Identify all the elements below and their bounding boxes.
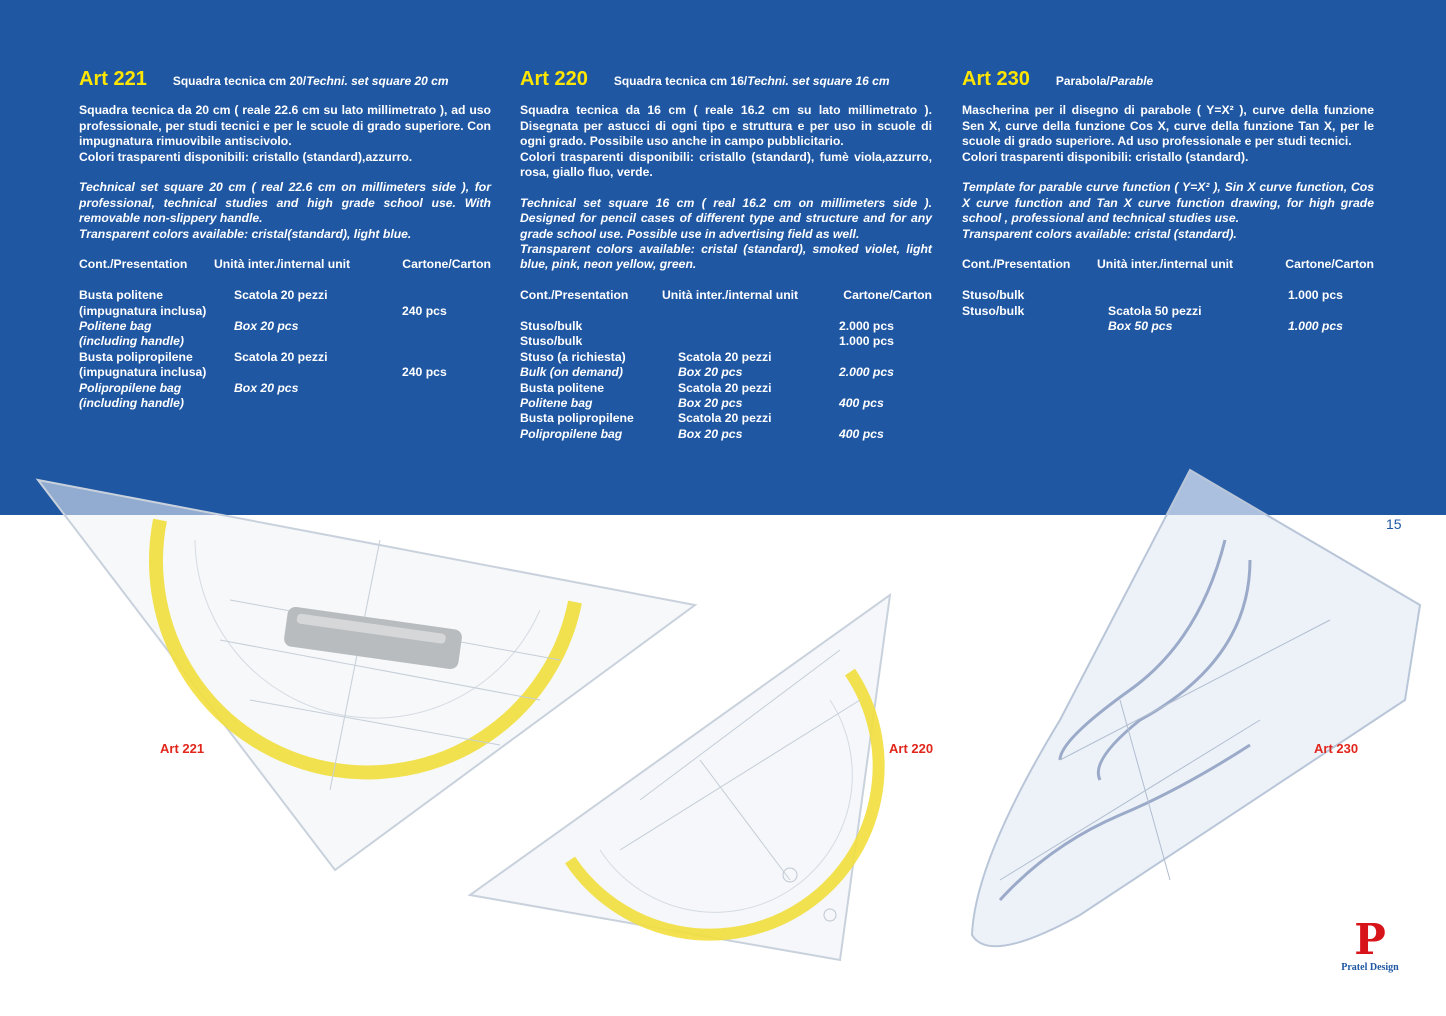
description-it xyxy=(520,103,932,180)
cell-internal-unit: Scatola 20 pezzi xyxy=(234,288,328,303)
table-row xyxy=(79,288,491,303)
cell-presentation: (impugnatura inclusa) xyxy=(79,365,207,380)
cell-internal-unit: Scatola 20 pezzi xyxy=(678,411,772,426)
table-header xyxy=(79,257,491,272)
desc-it-text: Squadra tecnica da 20 cm ( reale 22.6 cm su lato millimetrato ), ad uso professionale, per studi tecnici e per le scuole di grado superiore. Con impugnatura rimuovibile antiscivolo. xyxy=(79,103,491,149)
header-carton: Cartone/Carton xyxy=(402,257,491,272)
cell-presentation: Busta polipropilene xyxy=(79,349,193,364)
subtitle-en: Techni. set square 16 cm xyxy=(747,74,890,88)
cell-presentation: (including handle) xyxy=(79,396,184,411)
subtitle-en: Parable xyxy=(1109,74,1154,88)
subtitle-it: Squadra tecnica cm 20/ xyxy=(172,74,307,88)
product-header xyxy=(962,68,1374,90)
desc-en-text: Technical set square 16 cm ( real 16.2 cm on millimeters side ). Designed for pencil cases of different type and structure and for any grade school use. Possible use in advertising field as well. xyxy=(520,195,932,241)
cell-internal-unit: Scatola 20 pezzi xyxy=(678,349,772,364)
brand-logo xyxy=(1332,915,1408,973)
cell-internal-unit xyxy=(1108,288,1288,303)
description-en xyxy=(520,196,932,273)
colors-it-text: Colori trasparenti disponibili: cristallo (standard),azzurro. xyxy=(79,149,413,164)
cell-internal-unit: Box 20 pcs xyxy=(234,319,299,334)
subtitle-it: Parabola/ xyxy=(1055,74,1110,88)
cell-carton: 240 pcs xyxy=(402,303,447,318)
product-code: Art 230 xyxy=(962,68,1030,90)
product-column-art230 xyxy=(962,68,1374,334)
table-row xyxy=(962,319,1374,334)
table-row xyxy=(79,350,491,365)
cell-presentation: (including handle) xyxy=(79,334,184,349)
cell-internal-unit: Box 20 pcs xyxy=(678,365,743,380)
packaging-table xyxy=(962,288,1374,334)
desc-it-text: Mascherina per il disegno di parabole ( Y=X² ), curve della funzione Sen X, curve della funzione Cos X, curve della funzione Tan X, per le scuole di grado superiore. Ad uso professionale e per studi tecnici. xyxy=(962,103,1374,149)
cell-presentation: Politene bag xyxy=(520,396,593,411)
cell-presentation: Bulk (on demand) xyxy=(520,365,623,380)
product-header xyxy=(520,68,932,90)
product-column-art221 xyxy=(79,68,491,411)
subtitle-en: Techni. set square 20 cm xyxy=(306,74,449,88)
table-row xyxy=(520,381,932,396)
cell-internal-unit: Scatola 50 pezzi xyxy=(1108,303,1202,318)
logo-name: Pratel Design xyxy=(1341,962,1399,973)
cell-internal-unit xyxy=(234,396,402,411)
table-row xyxy=(962,304,1374,319)
cell-internal-unit: Box 20 pcs xyxy=(678,426,743,441)
cell-carton: 400 pcs xyxy=(839,396,884,411)
cell-carton: 1.000 pcs xyxy=(1288,319,1343,334)
cell-presentation: Stuso/bulk xyxy=(962,288,1025,303)
cell-presentation: Stuso (a richiesta) xyxy=(520,349,626,364)
table-row xyxy=(962,288,1374,303)
table-row xyxy=(520,334,932,349)
cell-presentation: Polipropilene bag xyxy=(520,426,623,441)
cell-internal-unit xyxy=(678,334,839,349)
label-art221: Art 221 xyxy=(160,741,205,756)
header-presentation: Cont./Presentation xyxy=(962,257,1071,272)
table-row xyxy=(520,365,932,380)
table-row xyxy=(79,319,491,334)
header-internal-unit: Unità inter./internal unit xyxy=(1097,257,1234,272)
cell-presentation: Stuso/bulk xyxy=(520,334,583,349)
table-row xyxy=(79,396,491,411)
cell-presentation xyxy=(962,319,1108,334)
table-header xyxy=(962,257,1374,272)
product-subtitle xyxy=(614,74,890,89)
cell-internal-unit xyxy=(234,334,402,349)
cell-internal-unit: Box 20 pcs xyxy=(678,396,743,411)
description-en xyxy=(962,180,1374,242)
table-row xyxy=(520,319,932,334)
cell-internal-unit xyxy=(234,304,402,319)
colors-en-text: Transparent colors available: cristal (standard). xyxy=(962,226,1237,241)
cell-internal-unit: Box 20 pcs xyxy=(234,380,299,395)
cell-presentation: Busta politene xyxy=(79,288,163,303)
cell-internal-unit: Box 50 pcs xyxy=(1108,319,1173,334)
header-presentation: Cont./Presentation xyxy=(79,257,188,272)
desc-en-text: Template for parable curve function ( Y=X² ), Sin X curve function, Cos X curve function and Tan X curve function drawing, for high grade school , professional and technical studies use. xyxy=(962,180,1374,226)
desc-en-text: Technical set square 20 cm ( real 22.6 cm on millimeters side ), for professional, technical studies and high grade school use. With removable non-slippery handle. xyxy=(79,180,491,226)
cell-internal-unit: Scatola 20 pezzi xyxy=(234,349,328,364)
header-carton: Cartone/Carton xyxy=(1285,257,1374,272)
table-row xyxy=(520,396,932,411)
cell-carton: 1.000 pcs xyxy=(839,334,894,349)
label-art230: Art 230 xyxy=(1314,741,1359,756)
cell-presentation: Busta polipropilene xyxy=(520,411,634,426)
cell-presentation: Busta politene xyxy=(520,380,604,395)
subtitle-it: Squadra tecnica cm 16/ xyxy=(613,74,748,88)
packaging-table xyxy=(520,319,932,442)
cell-presentation: (impugnatura inclusa) xyxy=(79,303,207,318)
page-number: 15 xyxy=(1386,516,1402,532)
cell-carton: 2.000 pcs xyxy=(839,365,894,380)
cell-carton: 400 pcs xyxy=(839,426,884,441)
packaging-table xyxy=(79,288,491,411)
header-internal-unit: Unità inter./internal unit xyxy=(662,288,799,303)
table-row xyxy=(79,365,491,380)
cell-carton: 1.000 pcs xyxy=(1288,288,1343,303)
table-row xyxy=(79,334,491,349)
cell-presentation: Polipropilene bag xyxy=(79,380,182,395)
colors-en-text: Transparent colors available: cristal (standard), smoked violet, light blue, pink, neon yellow, green. xyxy=(520,242,932,272)
description-it xyxy=(79,103,491,165)
table-row xyxy=(79,304,491,319)
cell-presentation: Stuso/bulk xyxy=(962,303,1025,318)
description-en xyxy=(79,180,491,242)
table-row xyxy=(520,427,932,442)
label-art220: Art 220 xyxy=(889,741,934,756)
header-internal-unit: Unità inter./internal unit xyxy=(214,257,351,272)
parabola-template-230-image xyxy=(972,470,1420,946)
header-presentation: Cont./Presentation xyxy=(520,288,629,303)
colors-it-text: Colori trasparenti disponibili: cristallo (standard), fumè viola,azzurro, rosa, giallo fluo, verde. xyxy=(520,149,932,180)
product-header xyxy=(79,68,491,90)
cell-carton: 240 pcs xyxy=(402,365,447,380)
table-header xyxy=(520,288,932,303)
product-subtitle xyxy=(173,74,449,89)
cell-internal-unit xyxy=(234,365,402,380)
product-subtitle xyxy=(1056,74,1153,89)
table-row xyxy=(520,411,932,426)
colors-it-text: Colori trasparenti disponibili: cristallo (standard). xyxy=(962,149,1249,164)
logo-letter: P xyxy=(1354,915,1386,964)
desc-it-text: Squadra tecnica da 16 cm ( reale 16.2 cm su lato millimetrato ). Disegnata per astucci di ogni tipo e struttura e per uso in scuole di ogni grado. Possibile uso anche in campo pubblicitario. xyxy=(520,103,932,149)
product-column-art220 xyxy=(520,68,932,442)
product-code: Art 221 xyxy=(79,68,147,90)
description-it xyxy=(962,103,1374,165)
cell-presentation: Politene bag xyxy=(79,319,152,334)
header-carton: Cartone/Carton xyxy=(843,288,932,303)
cell-presentation: Stuso/bulk xyxy=(520,319,583,334)
table-row xyxy=(79,381,491,396)
cell-carton: 2.000 pcs xyxy=(839,319,894,334)
product-code: Art 220 xyxy=(520,68,588,90)
cell-internal-unit: Scatola 20 pezzi xyxy=(678,380,772,395)
colors-en-text: Transparent colors available: cristal(standard), light blue. xyxy=(79,226,412,241)
cell-internal-unit xyxy=(678,319,839,334)
table-row xyxy=(520,350,932,365)
